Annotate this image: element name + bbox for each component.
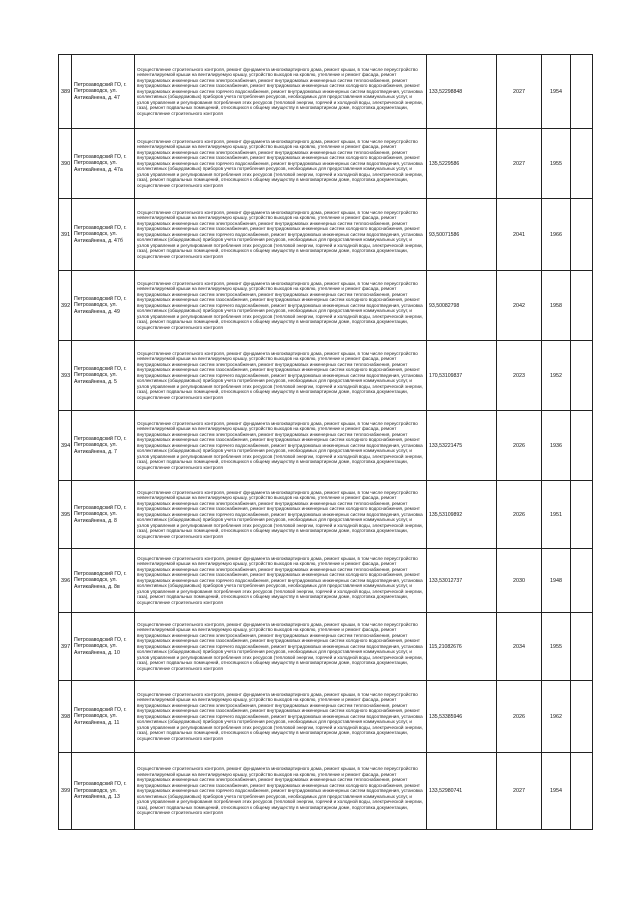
row-address: Петрозаводский ГО, г. Петрозаводск, ул. Антикайнена, д. 7: [72, 411, 135, 481]
row-work-year: 2026: [497, 681, 542, 753]
table-row: [59, 411, 593, 481]
row-address: Петрозаводский ГО, г. Петрозаводск, ул. Антикайнена, д. 10: [72, 613, 135, 681]
row-works-description: Осуществление строительного контроля, ремонт фундамента многоквартирного дома, ремонт крыши, в том числе переустройство невентилируемой крыши на вентилируемую крышу, устройство выходов на кровлю, утепление и ремонт фасада, ремонт внутридомовых инженерных систем электроснабжения, ремонт внутридомовых инженерных систем теплоснабжения, ремонт внутридомовых инженерных систем газоснабжения, ремонт внутридомовых инженерных систем холодного водоснабжения, ремонт внутридомовых инженерных систем горячего водоснабжения, ремонт внутридомовых инженерных систем водоотведения, установка коллективных (общедомовых) приборов учета потребления ресурсов, необходимых для предоставления коммунальных услуг, и узлов управления и регулирования потребления этих ресурсов (тепловой энергии, горячей и холодной воды, электрической энергии, газа), ремонт подвальных помещений, относящихся к общему имуществу в многоквартирном доме, подготовка документации, осуществление строительного контроля: [135, 199, 427, 271]
row-build-year: 1948: [542, 549, 571, 613]
row-area-value: 115,21082676: [427, 613, 497, 681]
table-row: [59, 549, 593, 613]
row-empty-cell: [571, 549, 593, 613]
row-address: Петрозаводский ГО, г. Петрозаводск, ул. Антикайнена, д. 5: [72, 341, 135, 411]
row-number: 396: [59, 549, 72, 613]
table-row: [59, 753, 593, 830]
row-address: Петрозаводский ГО, г. Петрозаводск, ул. Антикайнена, д. 8: [72, 481, 135, 549]
row-address: Петрозаводский ГО, г. Петрозаводск, ул. Антикайнена, д. 8в: [72, 549, 135, 613]
row-area-value: 170,53109837: [427, 341, 497, 411]
table-row: [59, 199, 593, 271]
row-number: 399: [59, 753, 72, 830]
table-row: [59, 129, 593, 199]
row-works-description: Осуществление строительного контроля, ремонт фундамента многоквартирного дома, ремонт крыши, в том числе переустройство невентилируемой крыши на вентилируемую крышу, устройство выходов на кровлю, утепление и ремонт фасада, ремонт внутридомовых инженерных систем электроснабжения, ремонт внутридомовых инженерных систем теплоснабжения, ремонт внутридомовых инженерных систем газоснабжения, ремонт внутридомовых инженерных систем холодного водоснабжения, ремонт внутридомовых инженерных систем горячего водоснабжения, ремонт внутридомовых инженерных систем водоотведения, установка коллективных (общедомовых) приборов учета потребления ресурсов, необходимых для предоставления коммунальных услуг, и узлов управления и регулирования потребления этих ресурсов (тепловой энергии, горячей и холодной воды, электрической энергии, газа), ремонт подвальных помещений, относящихся к общему имуществу в многоквартирном доме, подготовка документации, осуществление строительного контроля: [135, 481, 427, 549]
table-body: [59, 55, 593, 830]
row-work-year: 2034: [497, 613, 542, 681]
row-build-year: 1951: [542, 481, 571, 549]
row-empty-cell: [571, 753, 593, 830]
row-area-value: 133,53221475: [427, 411, 497, 481]
row-empty-cell: [571, 411, 593, 481]
row-work-year: 2027: [497, 753, 542, 830]
row-area-value: 135,5229586: [427, 129, 497, 199]
row-empty-cell: [571, 129, 593, 199]
row-works-description: Осуществление строительного контроля, ремонт фундамента многоквартирного дома, ремонт крыши, в том числе переустройство невентилируемой крыши на вентилируемую крышу, устройство выходов на кровлю, утепление и ремонт фасада, ремонт внутридомовых инженерных систем электроснабжения, ремонт внутридомовых инженерных систем теплоснабжения, ремонт внутридомовых инженерных систем газоснабжения, ремонт внутридомовых инженерных систем холодного водоснабжения, ремонт внутридомовых инженерных систем горячего водоснабжения, ремонт внутридомовых инженерных систем водоотведения, установка коллективных (общедомовых) приборов учета потребления ресурсов, необходимых для предоставления коммунальных услуг, и узлов управления и регулирования потребления этих ресурсов (тепловой энергии, горячей и холодной воды, электрической энергии, газа), ремонт подвальных помещений, относящихся к общему имуществу в многоквартирном доме, подготовка документации, осуществление строительного контроля: [135, 341, 427, 411]
row-address: Петрозаводский ГО, г. Петрозаводск, ул. Антикайнена, д. 49: [72, 271, 135, 341]
row-address: Петрозаводский ГО, г. Петрозаводск, ул. Антикайнена, д. 47: [72, 55, 135, 129]
row-works-description: Осуществление строительного контроля, ремонт фундамента многоквартирного дома, ремонт крыши, в том числе переустройство невентилируемой крыши на вентилируемую крышу, устройство выходов на кровлю, утепление и ремонт фасада, ремонт внутридомовых инженерных систем электроснабжения, ремонт внутридомовых инженерных систем теплоснабжения, ремонт внутридомовых инженерных систем газоснабжения, ремонт внутридомовых инженерных систем холодного водоснабжения, ремонт внутридомовых инженерных систем горячего водоснабжения, ремонт внутридомовых инженерных систем водоотведения, установка коллективных (общедомовых) приборов учета потребления ресурсов, необходимых для предоставления коммунальных услуг, и узлов управления и регулирования потребления этих ресурсов (тепловой энергии, горячей и холодной воды, электрической энергии, газа), ремонт подвальных помещений, относящихся к общему имуществу в многоквартирном доме, подготовка документации, осуществление строительного контроля: [135, 271, 427, 341]
row-number: 392: [59, 271, 72, 341]
row-number: 389: [59, 55, 72, 129]
row-empty-cell: [571, 481, 593, 549]
row-build-year: 1955: [542, 129, 571, 199]
row-works-description: Осуществление строительного контроля, ремонт фундамента многоквартирного дома, ремонт крыши, в том числе переустройство невентилируемой крыши на вентилируемую крышу, устройство выходов на кровлю, утепление и ремонт фасада, ремонт внутридомовых инженерных систем электроснабжения, ремонт внутридомовых инженерных систем теплоснабжения, ремонт внутридомовых инженерных систем газоснабжения, ремонт внутридомовых инженерных систем холодного водоснабжения, ремонт внутридомовых инженерных систем горячего водоснабжения, ремонт внутридомовых инженерных систем водоотведения, установка коллективных (общедомовых) приборов учета потребления ресурсов, необходимых для предоставления коммунальных услуг, и узлов управления и регулирования потребления этих ресурсов (тепловой энергии, горячей и холодной воды, электрической энергии, газа), ремонт подвальных помещений, относящихся к общему имуществу в многоквартирном доме, подготовка документации, осуществление строительного контроля: [135, 411, 427, 481]
row-area-value: 93,50082798: [427, 271, 497, 341]
table-row: [59, 55, 593, 129]
row-works-description: Осуществление строительного контроля, ремонт фундамента многоквартирного дома, ремонт крыши, в том числе переустройство невентилируемой крыши на вентилируемую крышу, устройство выходов на кровлю, утепление и ремонт фасада, ремонт внутридомовых инженерных систем электроснабжения, ремонт внутридомовых инженерных систем теплоснабжения, ремонт внутридомовых инженерных систем газоснабжения, ремонт внутридомовых инженерных систем холодного водоснабжения, ремонт внутридомовых инженерных систем горячего водоснабжения, ремонт внутридомовых инженерных систем водоотведения, установка коллективных (общедомовых) приборов учета потребления ресурсов, необходимых для предоставления коммунальных услуг, и узлов управления и регулирования потребления этих ресурсов (тепловой энергии, горячей и холодной воды, электрической энергии, газа), ремонт подвальных помещений, относящихся к общему имуществу в многоквартирном доме, подготовка документации, осуществление строительного контроля: [135, 549, 427, 613]
row-work-year: 2027: [497, 129, 542, 199]
row-number: 397: [59, 613, 72, 681]
row-works-description: Осуществление строительного контроля, ремонт фундамента многоквартирного дома, ремонт крыши, в том числе переустройство невентилируемой крыши на вентилируемую крышу, устройство выходов на кровлю, утепление и ремонт фасада, ремонт внутридомовых инженерных систем электроснабжения, ремонт внутридомовых инженерных систем теплоснабжения, ремонт внутридомовых инженерных систем газоснабжения, ремонт внутридомовых инженерных систем холодного водоснабжения, ремонт внутридомовых инженерных систем горячего водоснабжения, ремонт внутридомовых инженерных систем водоотведения, установка коллективных (общедомовых) приборов учета потребления ресурсов, необходимых для предоставления коммунальных услуг, и узлов управления и регулирования потребления этих ресурсов (тепловой энергии, горячей и холодной воды, электрической энергии, газа), ремонт подвальных помещений, относящихся к общему имуществу в многоквартирном доме, подготовка документации, осуществление строительного контроля: [135, 753, 427, 830]
row-number: 394: [59, 411, 72, 481]
row-number: 395: [59, 481, 72, 549]
row-build-year: 1952: [542, 341, 571, 411]
row-address: Петрозаводский ГО, г. Петрозаводск, ул. Антикайнена, д. 47б: [72, 199, 135, 271]
table-row: [59, 271, 593, 341]
row-work-year: 2027: [497, 55, 542, 129]
row-work-year: 2023: [497, 341, 542, 411]
row-empty-cell: [571, 681, 593, 753]
row-empty-cell: [571, 271, 593, 341]
table-row: [59, 681, 593, 753]
row-works-description: Осуществление строительного контроля, ремонт фундамента многоквартирного дома, ремонт крыши, в том числе переустройство невентилируемой крыши на вентилируемую крышу, устройство выходов на кровлю, утепление и ремонт фасада, ремонт внутридомовых инженерных систем электроснабжения, ремонт внутридомовых инженерных систем теплоснабжения, ремонт внутридомовых инженерных систем газоснабжения, ремонт внутридомовых инженерных систем холодного водоснабжения, ремонт внутридомовых инженерных систем горячего водоснабжения, ремонт внутридомовых инженерных систем водоотведения, установка коллективных (общедомовых) приборов учета потребления ресурсов, необходимых для предоставления коммунальных услуг, и узлов управления и регулирования потребления этих ресурсов (тепловой энергии, горячей и холодной воды, электрической энергии, газа), ремонт подвальных помещений, относящихся к общему имуществу в многоквартирном доме, подготовка документации, осуществление строительного контроля: [135, 613, 427, 681]
row-works-description: Осуществление строительного контроля, ремонт фундамента многоквартирного дома, ремонт крыши, в том числе переустройство невентилируемой крыши на вентилируемую крышу, устройство выходов на кровлю, утепление и ремонт фасада, ремонт внутридомовых инженерных систем электроснабжения, ремонт внутридомовых инженерных систем теплоснабжения, ремонт внутридомовых инженерных систем газоснабжения, ремонт внутридомовых инженерных систем холодного водоснабжения, ремонт внутридомовых инженерных систем горячего водоснабжения, ремонт внутридомовых инженерных систем водоотведения, установка коллективных (общедомовых) приборов учета потребления ресурсов, необходимых для предоставления коммунальных услуг, и узлов управления и регулирования потребления этих ресурсов (тепловой энергии, горячей и холодной воды, электрической энергии, газа), ремонт подвальных помещений, относящихся к общему имуществу в многоквартирном доме, подготовка документации, осуществление строительного контроля: [135, 129, 427, 199]
row-empty-cell: [571, 613, 593, 681]
row-area-value: 133,52298848: [427, 55, 497, 129]
row-works-description: Осуществление строительного контроля, ремонт фундамента многоквартирного дома, ремонт крыши, в том числе переустройство невентилируемой крыши на вентилируемую крышу, устройство выходов на кровлю, утепление и ремонт фасада, ремонт внутридомовых инженерных систем электроснабжения, ремонт внутридомовых инженерных систем теплоснабжения, ремонт внутридомовых инженерных систем газоснабжения, ремонт внутридомовых инженерных систем холодного водоснабжения, ремонт внутридомовых инженерных систем горячего водоснабжения, ремонт внутридомовых инженерных систем водоотведения, установка коллективных (общедомовых) приборов учета потребления ресурсов, необходимых для предоставления коммунальных услуг, и узлов управления и регулирования потребления этих ресурсов (тепловой энергии, горячей и холодной воды, электрической энергии, газа), ремонт подвальных помещений, относящихся к общему имуществу в многоквартирном доме, подготовка документации, осуществление строительного контроля: [135, 55, 427, 129]
row-address: Петрозаводский ГО, г. Петрозаводск, ул. Антикайнена, д. 11: [72, 681, 135, 753]
row-number: 391: [59, 199, 72, 271]
row-address: Петрозаводский ГО, г. Петрозаводск, ул. Антикайнена, д. 13: [72, 753, 135, 830]
row-number: 390: [59, 129, 72, 199]
row-build-year: 1954: [542, 55, 571, 129]
row-build-year: 1958: [542, 271, 571, 341]
row-address: Петрозаводский ГО, г. Петрозаводск, ул. Антикайнена, д. 47а: [72, 129, 135, 199]
row-works-description: Осуществление строительного контроля, ремонт фундамента многоквартирного дома, ремонт крыши, в том числе переустройство невентилируемой крыши на вентилируемую крышу, устройство выходов на кровлю, утепление и ремонт фасада, ремонт внутридомовых инженерных систем электроснабжения, ремонт внутридомовых инженерных систем теплоснабжения, ремонт внутридомовых инженерных систем газоснабжения, ремонт внутридомовых инженерных систем холодного водоснабжения, ремонт внутридомовых инженерных систем горячего водоснабжения, ремонт внутридомовых инженерных систем водоотведения, установка коллективных (общедомовых) приборов учета потребления ресурсов, необходимых для предоставления коммунальных услуг, и узлов управления и регулирования потребления этих ресурсов (тепловой энергии, горячей и холодной воды, электрической энергии, газа), ремонт подвальных помещений, относящихся к общему имуществу в многоквартирном доме, подготовка документации, осуществление строительного контроля: [135, 681, 427, 753]
register-table: [58, 54, 593, 830]
row-area-value: 93,50071586: [427, 199, 497, 271]
row-empty-cell: [571, 55, 593, 129]
row-work-year: 2030: [497, 549, 542, 613]
row-build-year: 1966: [542, 199, 571, 271]
row-area-value: 135,53385946: [427, 681, 497, 753]
row-work-year: 2041: [497, 199, 542, 271]
row-build-year: 1955: [542, 613, 571, 681]
row-number: 398: [59, 681, 72, 753]
row-work-year: 2026: [497, 411, 542, 481]
row-build-year: 1954: [542, 753, 571, 830]
row-area-value: 133,53012737: [427, 549, 497, 613]
row-build-year: 1962: [542, 681, 571, 753]
row-empty-cell: [571, 341, 593, 411]
table-row: [59, 341, 593, 411]
row-work-year: 2042: [497, 271, 542, 341]
row-empty-cell: [571, 199, 593, 271]
table-row: [59, 613, 593, 681]
row-build-year: 1936: [542, 411, 571, 481]
row-area-value: 135,53109892: [427, 481, 497, 549]
table-row: [59, 481, 593, 549]
row-work-year: 2026: [497, 481, 542, 549]
row-area-value: 133,52980741: [427, 753, 497, 830]
row-number: 393: [59, 341, 72, 411]
